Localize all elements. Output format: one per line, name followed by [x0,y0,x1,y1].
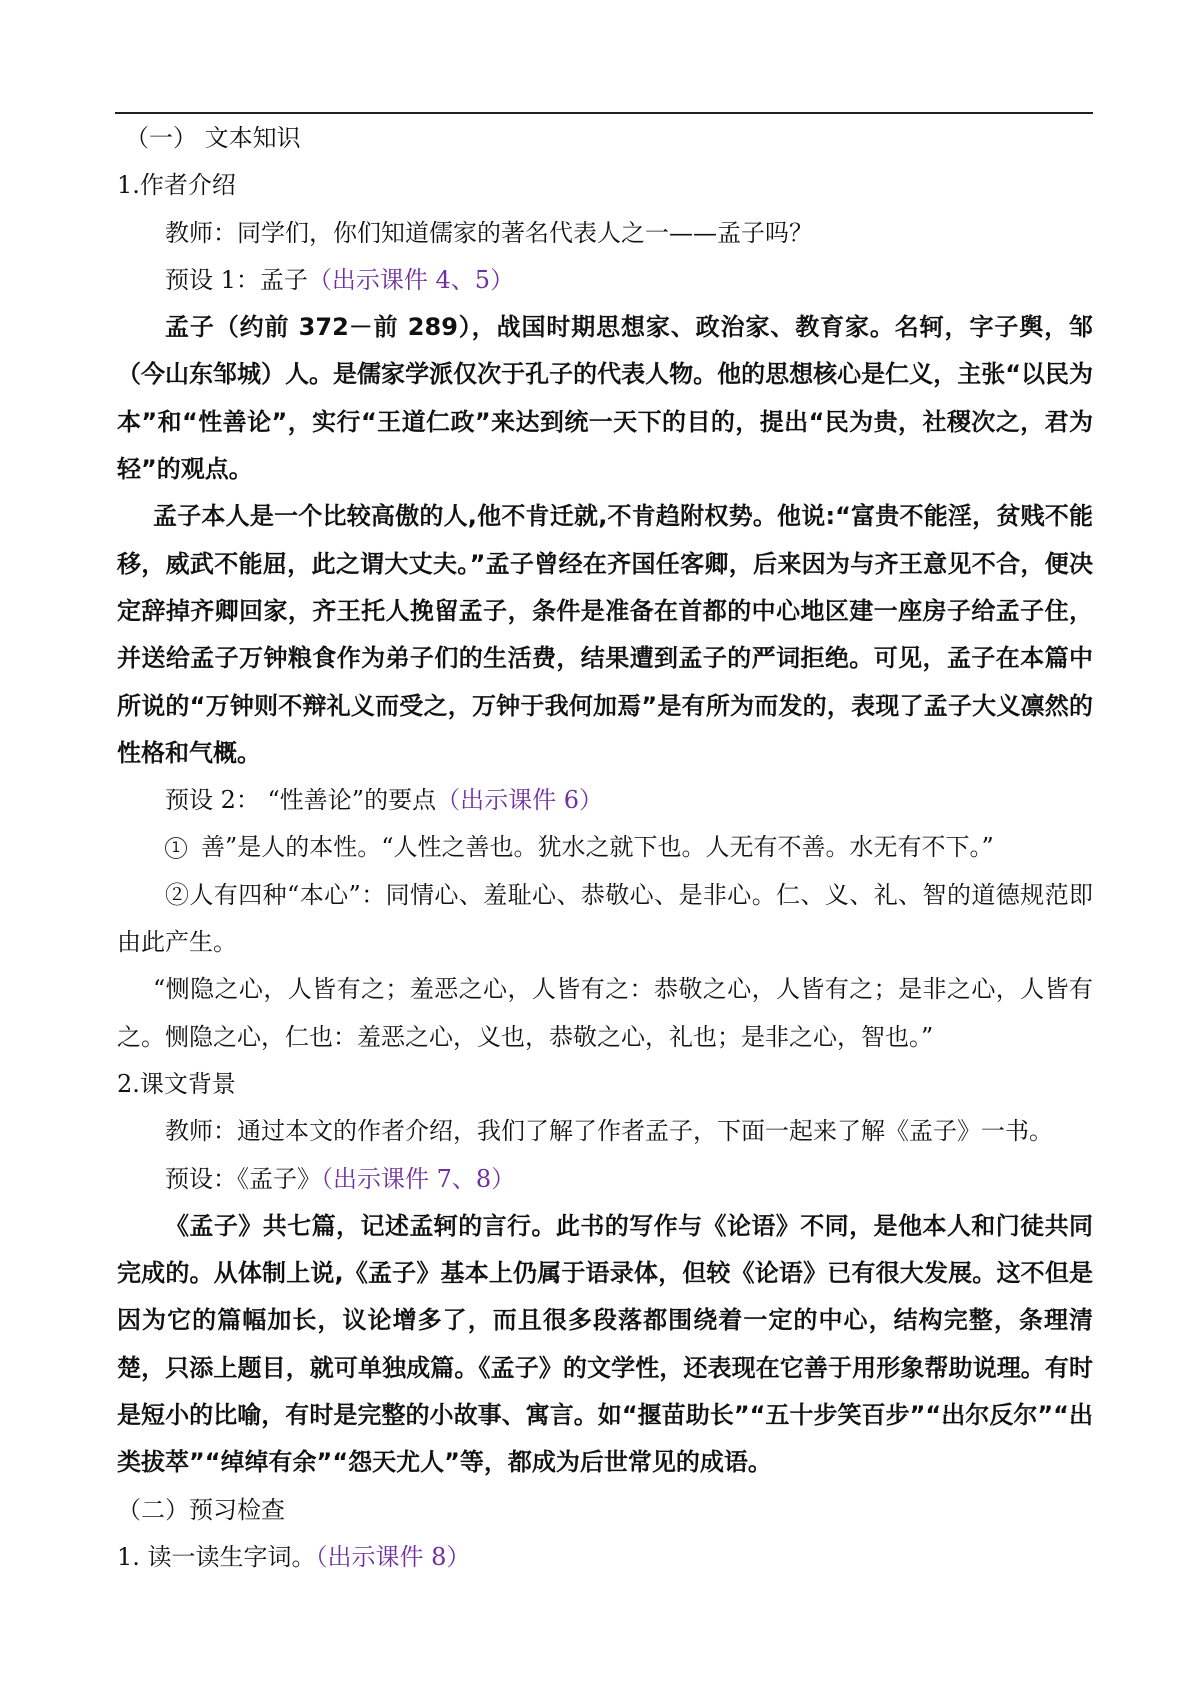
preset-2-text: 预设 2： “性善论”的要点 [165,786,437,815]
preset-2 [117,777,1093,824]
book-description-paragraph: 《孟子》共七篇，记述孟轲的言行。此书的写作与《论语》不同，是他本人和门徒共同完成的。从体制上说,《孟子》基本上仍属于语录体，但较《论语》已有很大发展。这不但是因为它的篇幅加长，议论增多了，而且很多段落都围绕着一定的中心，结构完整，条理清楚，只添上题目，就可单独成篇。《孟子》的文学性，还表现在它善于用形象帮助说理。有时是短小的比喻，有时是完整的小故事、寓言。如“揠苗助长”“五十步笑百步”“出尔反尔”“出类拔萃”“绰绰有余”“怨天尤人”等，都成为后世常见的成语。 [117,1211,1093,1477]
subsection-title-author: 1.作者介绍 [117,171,236,200]
document-body [117,115,1093,1581]
preset-book [117,1156,1093,1203]
mencius-bio-paragraph: 孟子（约前 372－前 289），战国时期思想家、政治家、教育家。名轲，字子舆，邹（今山东邹城）人。是儒家学派仅次于孔子的代表人物。他的思想核心是仁义，主张“以民为本”和“性善论”，实行“王道仁政”来达到统一天下的目的，提出“民为贵，社稷次之，君为轻”的观点。 [117,313,1093,484]
read-vocabulary-item [117,1534,1093,1581]
mencius-quote: “恻隐之心，人皆有之；羞恶之心，人皆有之：恭敬之心，人皆有之；是非之心，人皆有之。恻隐之心，仁也：羞恶之心，义也，恭敬之心，礼也；是非之心，智也。” [117,975,1093,1051]
point-2: ②人有四种“本心”：同情心、羞耻心、恭敬心、是非心。仁、义、礼、智的道德规范即由此产生。 [117,880,1093,957]
preset-book-courseware-note: （出示课件 7、8） [321,1164,516,1193]
point-1 [117,824,1093,871]
point-1-text: 善”是人的本性。“人性之善也。犹水之就下也。人无有不善。水无有不下。” [201,833,994,862]
section-heading-text-knowledge: （一） 文本知识 [125,124,301,152]
read-vocabulary-text: 1. 读一读生字词。 [117,1542,316,1571]
preset-1-courseware-note: （出示课件 4、5） [307,265,515,294]
section-heading-preview-check: （二）预习检查 [117,1495,285,1524]
read-vocabulary-courseware-note: （出示课件 8） [315,1542,471,1571]
top-rule [115,112,1093,114]
preset-2-courseware-note: （出示课件 6） [436,786,603,815]
preset-book-text: 预设：《孟子》 [165,1164,321,1193]
teacher-question: 教师：同学们，你们知道儒家的著名代表人之一——孟子吗？ [165,218,813,247]
preset-1 [117,257,1093,304]
preset-1-text: 预设 1：孟子 [165,265,308,294]
mencius-story-paragraph: 孟子本人是一个比较高傲的人,他不肯迁就,不肯趋附权势。他说:“富贵不能淫，贫贱不能移，威武不能屈，此之谓大丈夫。”孟子曾经在齐国任客卿，后来因为与齐王意见不合，便决定辞掉齐卿回家，齐王托人挽留孟子，条件是准备在首都的中心地区建一座房子给孟子住，并送给孟子万钟粮食作为弟子们的生活费，结果遭到孟子的严词拒绝。可见，孟子在本篇中所说的“万钟则不辩礼义而受之，万钟于我何加焉”是有所为而发的，表现了孟子大义凛然的性格和气概。 [117,502,1093,767]
subsection-title-background: 2.课文背景 [117,1069,236,1098]
point-1-number: 1 [165,837,187,859]
teacher-intro: 教师：通过本文的作者介绍，我们了解了作者孟子，下面一起来了解《孟子》一书。 [165,1117,1053,1146]
